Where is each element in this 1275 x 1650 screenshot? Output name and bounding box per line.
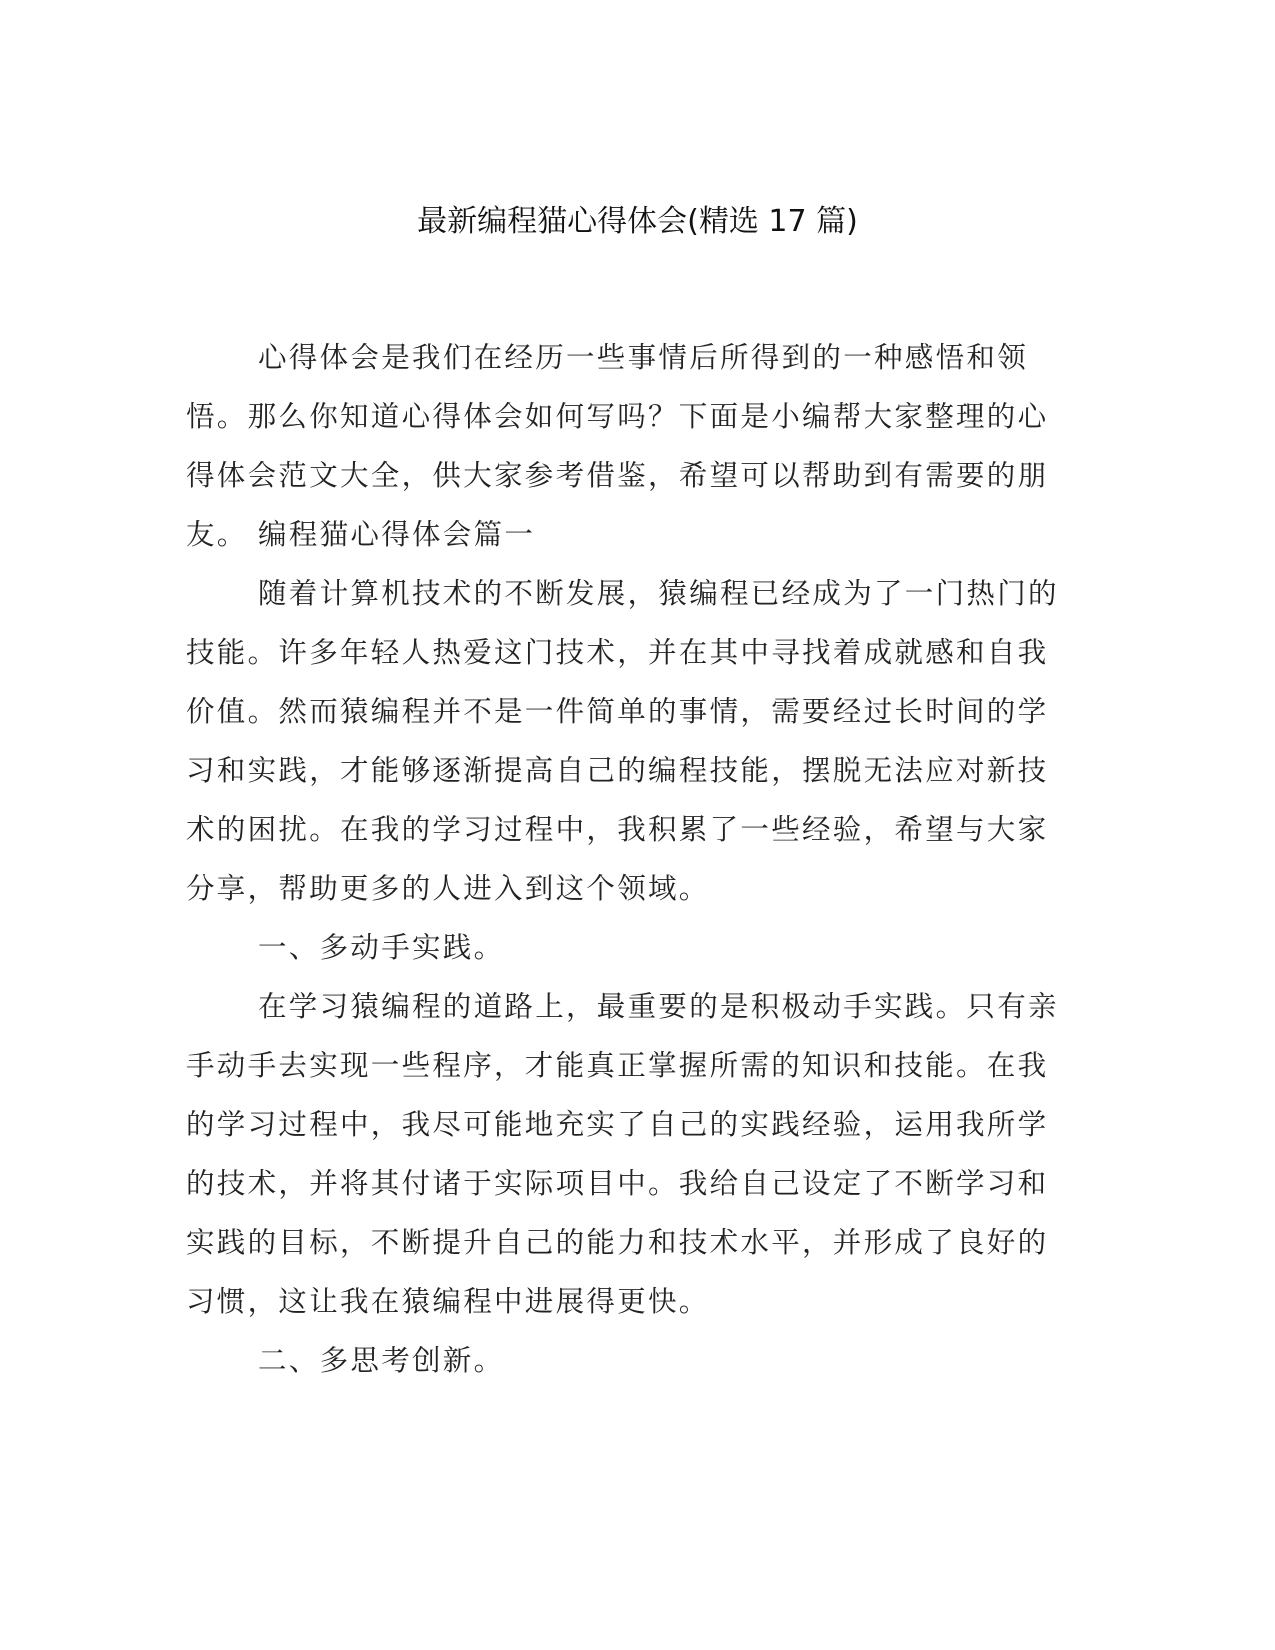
section-heading-one: 编程猫心得体会篇一 (258, 518, 536, 551)
sub-heading-one: 一、多动手实践。 (258, 931, 505, 964)
document-title: 最新编程猫心得体会(精选 17 篇) (417, 204, 858, 239)
body-paragraph-one: 随着计算机技术的不断发展，猿编程已经成为了一门热门的技能。许多年轻人热爱这门技术，并在其中寻找着成就感和自我价值。然而猿编程并不是一件简单的事情，需要经过长时间的学习和实践，才能够逐渐提高自己的编程技能，摆脱无法应对新技术的困扰。在我的学习过程中，我积累了一些经验，希望与大家分享，帮助更多的人进入到这个领域。 (186, 577, 1059, 905)
sub-heading-two: 二、多思考创新。 (258, 1344, 505, 1377)
intro-paragraph: 心得体会是我们在经历一些事情后所得到的一种感悟和领悟。那么你知道心得体会如何写吗？下面是小编帮大家整理的心得体会范文大全，供大家参考借鉴，希望可以帮助到有需要的朋友。 (186, 341, 1049, 551)
body-paragraph-two: 在学习猿编程的道路上，最重要的是积极动手实践。只有亲手动手去实现一些程序，才能真正掌握所需的知识和技能。在我的学习过程中，我尽可能地充实了自己的实践经验，运用我所学的技术，并将其付诸于实际项目中。我给自己设定了不断学习和实践的目标，不断提升自己的能力和技术水平，并形成了良好的习惯，这让我在猿编程中进展得更快。 (186, 990, 1059, 1318)
